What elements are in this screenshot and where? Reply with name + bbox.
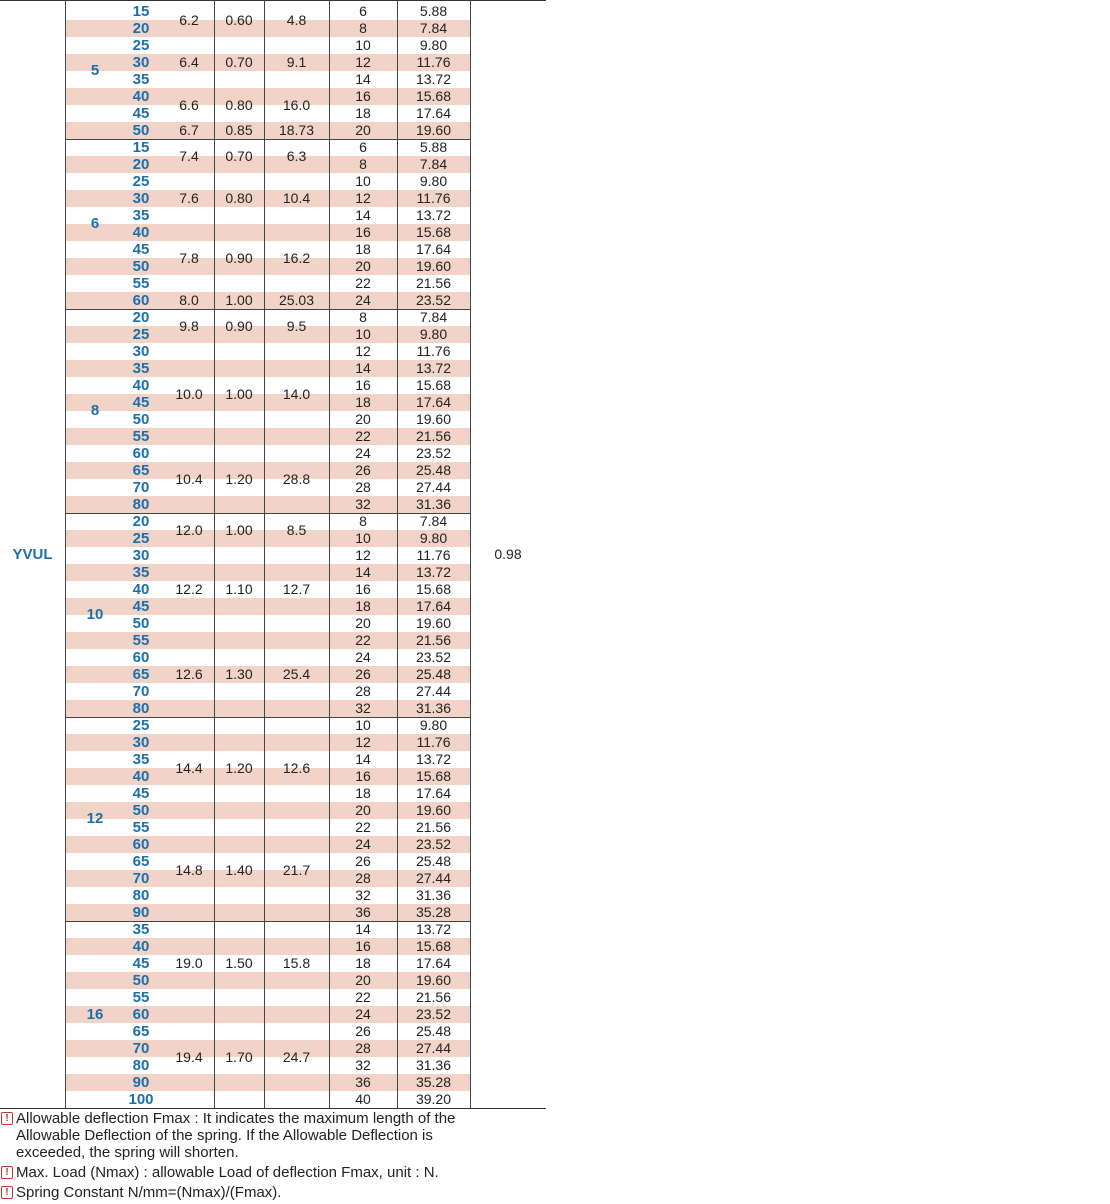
deflection-cell: 18 xyxy=(355,394,371,410)
length-cell: 55 xyxy=(132,989,150,1006)
deflection-cell: 40 xyxy=(355,1091,371,1107)
deflection-cell: 32 xyxy=(355,1057,371,1073)
load-cell: 9.80 xyxy=(419,530,448,546)
note-fmax-line3: exceeded, the spring will shorten. xyxy=(16,1144,239,1161)
load-cell: 9.80 xyxy=(419,717,448,733)
deflection-cell: 18 xyxy=(355,598,371,614)
outer-diameter-cell: 12.2 xyxy=(175,581,203,597)
deflection-cell: 16 xyxy=(355,88,371,104)
load-cell: 17.64 xyxy=(415,785,452,801)
outer-diameter-cell: 7.6 xyxy=(179,190,199,206)
outer-diameter-cell: 19.4 xyxy=(175,1049,203,1065)
deflection-cell: 28 xyxy=(355,479,371,495)
wire-diameter-cell: 0.80 xyxy=(225,97,253,113)
load-cell: 7.84 xyxy=(419,20,448,36)
spring-constant-cell: 4.8 xyxy=(286,12,307,28)
load-cell: 11.76 xyxy=(416,54,451,70)
load-cell: 7.84 xyxy=(419,156,448,172)
deflection-cell: 20 xyxy=(355,615,371,631)
load-cell: 17.64 xyxy=(415,955,452,971)
length-cell: 45 xyxy=(132,105,150,122)
load-cell: 9.80 xyxy=(419,326,448,342)
load-cell: 17.64 xyxy=(415,105,452,121)
wire-diameter-cell: 0.90 xyxy=(225,250,253,266)
length-cell: 80 xyxy=(132,887,150,904)
deflection-cell: 20 xyxy=(355,411,371,427)
deflection-cell: 8 xyxy=(359,20,367,36)
outer-diameter-cell: 12.6 xyxy=(175,666,203,682)
deflection-cell: 32 xyxy=(355,887,371,903)
length-cell: 15 xyxy=(132,139,150,156)
deflection-cell: 26 xyxy=(355,1023,371,1039)
deflection-cell: 10 xyxy=(355,173,371,189)
outer-diameter-cell: 6.2 xyxy=(179,12,199,28)
wire-diameter-cell: 1.30 xyxy=(225,666,253,682)
load-cell: 11.76 xyxy=(416,547,451,563)
deflection-cell: 22 xyxy=(355,632,371,648)
outer-diameter-cell: 10.0 xyxy=(175,386,203,402)
outer-diameter-cell: 6.4 xyxy=(179,54,199,70)
wire-diameter-cell: 0.90 xyxy=(225,318,253,334)
length-cell: 35 xyxy=(132,751,150,768)
length-cell: 60 xyxy=(132,445,150,462)
deflection-cell: 22 xyxy=(355,428,371,444)
spring-constant-cell: 25.03 xyxy=(278,292,315,308)
deflection-cell: 20 xyxy=(355,258,371,274)
outer-diameter-cell: 10.4 xyxy=(175,471,203,487)
diameter-label: 5 xyxy=(90,62,100,79)
length-cell: 50 xyxy=(132,411,150,428)
load-cell: 17.64 xyxy=(415,394,452,410)
load-cell: 25.48 xyxy=(415,462,452,478)
deflection-cell: 12 xyxy=(355,54,371,70)
spring-constant-cell: 21.7 xyxy=(282,862,311,878)
deflection-cell: 24 xyxy=(355,836,371,852)
length-cell: 25 xyxy=(132,173,150,190)
wire-diameter-cell: 1.00 xyxy=(225,292,253,308)
spring-constant-cell: 10.4 xyxy=(282,190,311,206)
wire-diameter-cell: 1.20 xyxy=(225,760,253,776)
load-cell: 13.72 xyxy=(415,564,452,580)
length-cell: 40 xyxy=(132,581,150,598)
load-cell: 15.68 xyxy=(415,768,452,784)
spring-constant-cell: 24.7 xyxy=(282,1049,311,1065)
wire-diameter-cell: 0.70 xyxy=(225,54,253,70)
load-cell: 35.28 xyxy=(415,904,452,920)
deflection-cell: 14 xyxy=(355,564,371,580)
load-cell: 23.52 xyxy=(415,649,452,665)
length-cell: 40 xyxy=(132,938,150,955)
length-cell: 70 xyxy=(132,683,150,700)
length-cell: 25 xyxy=(132,326,150,343)
length-cell: 90 xyxy=(132,904,150,921)
load-cell: 21.56 xyxy=(415,632,452,648)
load-cell: 23.52 xyxy=(415,836,452,852)
length-cell: 55 xyxy=(132,819,150,836)
load-cell: 11.76 xyxy=(416,343,451,359)
length-cell: 30 xyxy=(132,547,150,564)
deflection-cell: 18 xyxy=(355,955,371,971)
load-cell: 13.72 xyxy=(415,751,452,767)
length-cell: 35 xyxy=(132,207,150,224)
load-cell: 31.36 xyxy=(415,700,452,716)
diameter-label: 6 xyxy=(90,215,100,232)
spring-constant-cell: 18.73 xyxy=(278,122,315,138)
length-cell: 35 xyxy=(132,360,150,377)
load-cell: 21.56 xyxy=(415,819,452,835)
load-cell: 21.56 xyxy=(415,428,452,444)
deflection-cell: 8 xyxy=(359,156,367,172)
outer-diameter-cell: 19.0 xyxy=(175,955,203,971)
wire-diameter-cell: 1.50 xyxy=(225,955,253,971)
length-cell: 60 xyxy=(132,1006,150,1023)
deflection-cell: 24 xyxy=(355,649,371,665)
deflection-cell: 14 xyxy=(355,751,371,767)
length-cell: 80 xyxy=(132,496,150,513)
spring-constant-cell: 14.0 xyxy=(282,386,311,402)
deflection-cell: 22 xyxy=(355,275,371,291)
outer-diameter-cell: 14.4 xyxy=(175,760,203,776)
wire-diameter-cell: 1.20 xyxy=(225,471,253,487)
load-cell: 27.44 xyxy=(415,1040,452,1056)
length-cell: 15 xyxy=(132,3,150,20)
spring-constant-cell: 16.2 xyxy=(282,250,311,266)
length-cell: 45 xyxy=(132,785,150,802)
length-cell: 70 xyxy=(132,870,150,887)
outer-diameter-cell: 9.8 xyxy=(179,318,199,334)
length-cell: 70 xyxy=(132,479,150,496)
length-cell: 30 xyxy=(132,190,150,207)
length-cell: 45 xyxy=(132,955,150,972)
length-cell: 25 xyxy=(132,530,150,547)
load-cell: 9.80 xyxy=(419,37,448,53)
load-cell: 11.76 xyxy=(416,734,451,750)
load-cell: 15.68 xyxy=(415,88,452,104)
deflection-cell: 12 xyxy=(355,547,371,563)
load-cell: 23.52 xyxy=(415,445,452,461)
length-cell: 30 xyxy=(132,54,150,71)
length-cell: 55 xyxy=(132,428,150,445)
deflection-cell: 6 xyxy=(359,139,367,155)
length-cell: 60 xyxy=(132,836,150,853)
outer-diameter-cell: 7.4 xyxy=(179,148,199,164)
deflection-cell: 18 xyxy=(355,785,371,801)
outer-diameter-cell: 7.8 xyxy=(179,250,199,266)
deflection-cell: 12 xyxy=(355,734,371,750)
deflection-cell: 16 xyxy=(355,768,371,784)
length-cell: 40 xyxy=(132,768,150,785)
spring-constant-cell: 15.8 xyxy=(282,955,311,971)
length-cell: 30 xyxy=(132,343,150,360)
load-cell: 11.76 xyxy=(416,190,451,206)
load-cell: 5.88 xyxy=(419,3,448,19)
length-cell: 65 xyxy=(132,1023,150,1040)
outer-diameter-cell: 6.7 xyxy=(179,122,199,138)
length-cell: 45 xyxy=(132,241,150,258)
load-cell: 21.56 xyxy=(415,275,452,291)
wire-diameter-cell: 1.00 xyxy=(225,386,253,402)
length-cell: 50 xyxy=(132,258,150,275)
length-cell: 35 xyxy=(132,921,150,938)
deflection-cell: 10 xyxy=(355,717,371,733)
length-cell: 35 xyxy=(132,564,150,581)
outer-diameter-cell: 12.0 xyxy=(175,522,203,538)
spring-constant-cell: 16.0 xyxy=(282,97,311,113)
length-cell: 55 xyxy=(132,275,150,292)
length-cell: 55 xyxy=(132,632,150,649)
deflection-cell: 20 xyxy=(355,122,371,138)
deflection-cell: 24 xyxy=(355,1006,371,1022)
load-cell: 27.44 xyxy=(415,870,452,886)
diameter-label: 10 xyxy=(86,606,104,623)
length-cell: 45 xyxy=(132,598,150,615)
load-cell: 23.52 xyxy=(415,292,452,308)
length-cell: 90 xyxy=(132,1074,150,1091)
deflection-cell: 10 xyxy=(355,326,371,342)
load-cell: 35.28 xyxy=(415,1074,452,1090)
deflection-cell: 16 xyxy=(355,377,371,393)
wire-diameter-cell: 1.00 xyxy=(225,522,253,538)
note-fmax xyxy=(0,1110,546,1161)
length-cell: 50 xyxy=(132,802,150,819)
load-cell: 17.64 xyxy=(415,241,452,257)
load-cell: 13.72 xyxy=(415,360,452,376)
deflection-cell: 36 xyxy=(355,904,371,920)
length-cell: 45 xyxy=(132,394,150,411)
length-cell: 65 xyxy=(132,462,150,479)
load-cell: 15.68 xyxy=(415,377,452,393)
deflection-cell: 10 xyxy=(355,37,371,53)
spring-constant-cell: 8.5 xyxy=(286,522,307,538)
series-label: YVUL xyxy=(12,546,53,563)
load-cell: 9.80 xyxy=(419,173,448,189)
spring-constant-cell: 6.3 xyxy=(286,148,307,164)
load-cell: 5.88 xyxy=(419,139,448,155)
diameter-label: 8 xyxy=(90,402,100,419)
deflection-cell: 28 xyxy=(355,870,371,886)
length-cell: 20 xyxy=(132,309,150,326)
length-cell: 60 xyxy=(132,649,150,666)
deflection-cell: 26 xyxy=(355,853,371,869)
note-constant-text: Spring Constant N/mm=(Nmax)/(Fmax). xyxy=(16,1184,282,1201)
load-cell: 19.60 xyxy=(415,122,452,138)
spring-constant-cell: 12.6 xyxy=(282,760,311,776)
spring-constant-cell: 25.4 xyxy=(282,666,311,682)
diameter-label: 12 xyxy=(86,810,104,827)
note-fmax-line1: Allowable deflection Fmax : It indicates the maximum length of the xyxy=(16,1110,456,1127)
wire-diameter-cell: 1.70 xyxy=(225,1049,253,1065)
note-nmax xyxy=(0,1164,546,1181)
load-cell: 19.60 xyxy=(415,972,452,988)
wire-diameter-cell: 0.70 xyxy=(225,148,253,164)
length-cell: 80 xyxy=(132,1057,150,1074)
spring-constant-cell: 9.5 xyxy=(286,318,307,334)
deflection-cell: 26 xyxy=(355,462,371,478)
length-cell: 20 xyxy=(132,156,150,173)
load-cell: 31.36 xyxy=(415,887,452,903)
wire-diameter-cell: 0.60 xyxy=(225,12,253,28)
outer-diameter-cell: 8.0 xyxy=(179,292,199,308)
length-cell: 30 xyxy=(132,734,150,751)
load-cell: 27.44 xyxy=(415,683,452,699)
note-nmax-text: Max. Load (Nmax) : allowable Load of deflection Fmax, unit : N. xyxy=(16,1164,439,1181)
load-cell: 21.56 xyxy=(415,989,452,1005)
deflection-cell: 24 xyxy=(355,292,371,308)
length-cell: 25 xyxy=(132,37,150,54)
load-cell: 19.60 xyxy=(415,258,452,274)
deflection-cell: 18 xyxy=(355,241,371,257)
deflection-cell: 16 xyxy=(355,938,371,954)
length-cell: 20 xyxy=(132,513,150,530)
load-cell: 25.48 xyxy=(415,853,452,869)
load-cell: 13.72 xyxy=(415,921,452,937)
load-cell: 19.60 xyxy=(415,802,452,818)
length-cell: 40 xyxy=(132,224,150,241)
deflection-cell: 8 xyxy=(359,513,367,529)
constant-value: 0.98 xyxy=(494,546,522,562)
length-cell: 100 xyxy=(128,1091,154,1108)
note-fmax-line2: Allowable Deflection of the spring. If the Allowable Deflection is xyxy=(16,1127,433,1144)
deflection-cell: 32 xyxy=(355,496,371,512)
deflection-cell: 16 xyxy=(355,224,371,240)
diameter-label: 16 xyxy=(86,1006,104,1023)
length-cell: 60 xyxy=(132,292,150,309)
deflection-cell: 28 xyxy=(355,1040,371,1056)
length-cell: 65 xyxy=(132,853,150,870)
exclamation-icon: ! xyxy=(1,1166,13,1179)
deflection-cell: 8 xyxy=(359,309,367,325)
load-cell: 19.60 xyxy=(415,411,452,427)
load-cell: 23.52 xyxy=(415,1006,452,1022)
wire-diameter-cell: 0.80 xyxy=(225,190,253,206)
deflection-cell: 12 xyxy=(355,190,371,206)
load-cell: 15.68 xyxy=(415,224,452,240)
load-cell: 27.44 xyxy=(415,479,452,495)
load-cell: 17.64 xyxy=(415,598,452,614)
length-cell: 40 xyxy=(132,88,150,105)
wire-diameter-cell: 1.40 xyxy=(225,862,253,878)
deflection-cell: 14 xyxy=(355,921,371,937)
spring-spec-table xyxy=(0,0,546,1109)
deflection-cell: 22 xyxy=(355,989,371,1005)
deflection-cell: 10 xyxy=(355,530,371,546)
spring-constant-cell: 12.7 xyxy=(282,581,311,597)
length-cell: 20 xyxy=(132,20,150,37)
deflection-cell: 32 xyxy=(355,700,371,716)
load-cell: 25.48 xyxy=(415,666,452,682)
deflection-cell: 26 xyxy=(355,666,371,682)
load-cell: 13.72 xyxy=(415,71,452,87)
length-cell: 50 xyxy=(132,615,150,632)
wire-diameter-cell: 0.85 xyxy=(225,122,253,138)
length-cell: 65 xyxy=(132,666,150,683)
load-cell: 31.36 xyxy=(415,496,452,512)
length-cell: 70 xyxy=(132,1040,150,1057)
deflection-cell: 20 xyxy=(355,802,371,818)
load-cell: 7.84 xyxy=(419,513,448,529)
spring-constant-cell: 9.1 xyxy=(286,54,307,70)
deflection-cell: 28 xyxy=(355,683,371,699)
load-cell: 13.72 xyxy=(415,207,452,223)
load-cell: 19.60 xyxy=(415,615,452,631)
load-cell: 7.84 xyxy=(419,309,448,325)
length-cell: 25 xyxy=(132,717,150,734)
deflection-cell: 14 xyxy=(355,360,371,376)
deflection-cell: 36 xyxy=(355,1074,371,1090)
length-cell: 40 xyxy=(132,377,150,394)
spring-constant-cell: 28.8 xyxy=(282,471,311,487)
exclamation-icon: ! xyxy=(1,1186,13,1199)
note-constant xyxy=(0,1184,546,1201)
length-cell: 50 xyxy=(132,972,150,989)
deflection-cell: 14 xyxy=(355,207,371,223)
deflection-cell: 14 xyxy=(355,71,371,87)
deflection-cell: 20 xyxy=(355,972,371,988)
length-cell: 35 xyxy=(132,71,150,88)
load-cell: 31.36 xyxy=(415,1057,452,1073)
deflection-cell: 6 xyxy=(359,3,367,19)
load-cell: 39.20 xyxy=(415,1091,452,1107)
load-cell: 15.68 xyxy=(415,581,452,597)
outer-diameter-cell: 14.8 xyxy=(175,862,203,878)
load-cell: 25.48 xyxy=(415,1023,452,1039)
deflection-cell: 24 xyxy=(355,445,371,461)
deflection-cell: 18 xyxy=(355,105,371,121)
exclamation-icon: ! xyxy=(1,1112,13,1125)
deflection-cell: 12 xyxy=(355,343,371,359)
deflection-cell: 22 xyxy=(355,819,371,835)
outer-diameter-cell: 6.6 xyxy=(179,97,199,113)
notes xyxy=(0,1110,546,1204)
load-cell: 15.68 xyxy=(415,938,452,954)
length-cell: 50 xyxy=(132,122,150,139)
length-cell: 80 xyxy=(132,700,150,717)
deflection-cell: 16 xyxy=(355,581,371,597)
wire-diameter-cell: 1.10 xyxy=(225,581,253,597)
